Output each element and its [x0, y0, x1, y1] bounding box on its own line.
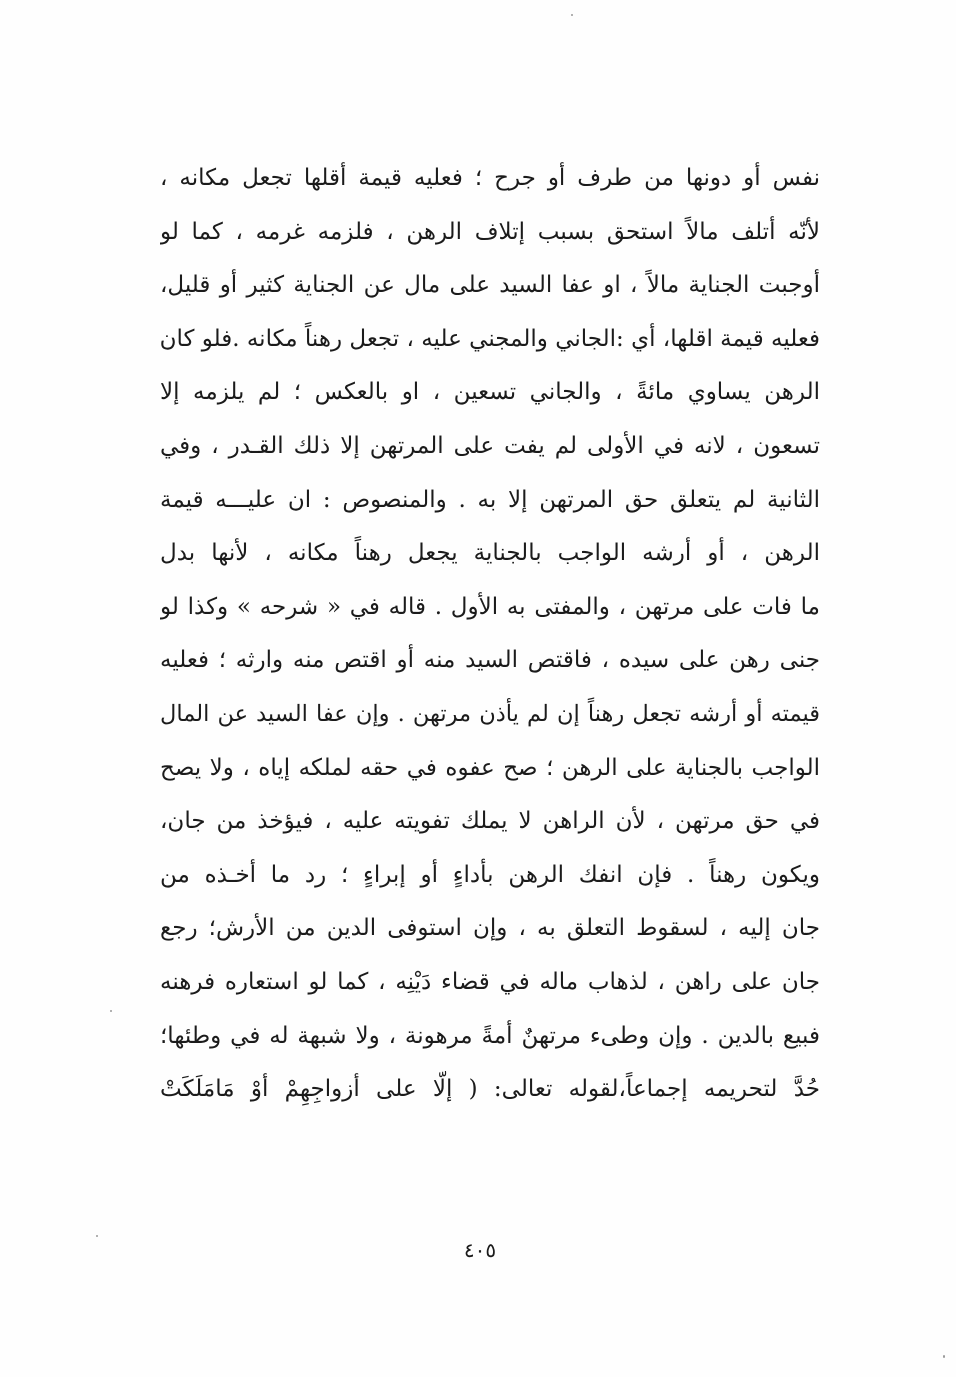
scan-speck	[571, 14, 573, 16]
text-line: الرهن يساوي مائةً ، والجاني تسعين ، او بالعكس ؛ لم يلزمه إلا	[160, 379, 820, 406]
text-line: جان إليه ، لسقوط التعلق به ، وإن استوفى الدين من الأرش؛ رجع	[160, 915, 820, 942]
text-line: قيمته أو أرشه تجعل رهناً إن لم يأذن مرتهن . وإن عفا السيد عن المال	[160, 700, 820, 727]
text-line: تسعون ، لانه في الأولى لم يفت على المرتهن إلا ذلك القـدر ، وفي	[160, 432, 820, 459]
text-line: ويكون رهناً . فإن انفك الرهن بأداءٍ أو إبراءٍ ؛ رد ما أخـذه من	[160, 861, 820, 888]
text-line: لأنّه أتلف مالاً استحق بسبب إتلاف الرهن ، فلزمه غرمه ، كما لو	[160, 218, 820, 245]
text-line: فعليه قيمة اقلها، أي :الجاني والمجني عليه ، تجعل رهناً مكانه .فلو كان	[160, 325, 820, 352]
text-line: جنى رهن على سيده ، فاقتص السيد منه أو اقتص منه وارثه ؛ فعليه	[160, 647, 820, 674]
page-number: ٤٠٥	[463, 1238, 497, 1262]
text-line: أوجبت الجناية مالاً ، او عفا السيد على مال عن الجناية كثير أو قليل،	[160, 272, 820, 299]
scan-speck	[96, 1235, 98, 1237]
body-text	[160, 152, 820, 1117]
scan-speck	[110, 1010, 112, 1012]
text-line: الواجب بالجناية على الرهن ؛ صح عفوه في حقه لملكه إياه ، ولا يصح	[160, 754, 820, 781]
text-line: الرهن ، أو أرشه الواجب بالجناية يجعل رهناً مكانه ، لأنها بدل	[160, 540, 820, 567]
text-line: ما فات على مرتهن ، والمفتى به الأول . قاله في « شرحه » وكذا لو	[160, 593, 820, 620]
text-line: نفس أو دونها من طرف أو جرح ؛ فعليه قيمة أقلها تجعل مكانه ،	[160, 165, 820, 191]
text-line: في حق مرتهن ، لأن الراهن لا يملك تفويته عليه ، فيؤخذ من جان،	[160, 808, 820, 835]
text-line: حُدَّ لتحريمه إجماعاً،لقوله تعالى: ( إلّا على أزواجِهِمْ أوْ مَامَلَكَتْ	[160, 1076, 820, 1103]
text-line: الثانية لم يتعلق حق المرتهن إلا به . والمنصوص : ان عليـــه قيمة	[160, 486, 820, 513]
scan-speck	[943, 1355, 945, 1358]
text-line: فبيع بالدين . وإن وطىء مرتهنٌ أمةً مرهونة ، ولا شبهة له في وطئها؛	[160, 1022, 820, 1049]
text-line: جان على راهن ، لذهاب ماله في قضاء دَيْنِه ، كما لو استعاره فرهنه	[160, 968, 820, 995]
